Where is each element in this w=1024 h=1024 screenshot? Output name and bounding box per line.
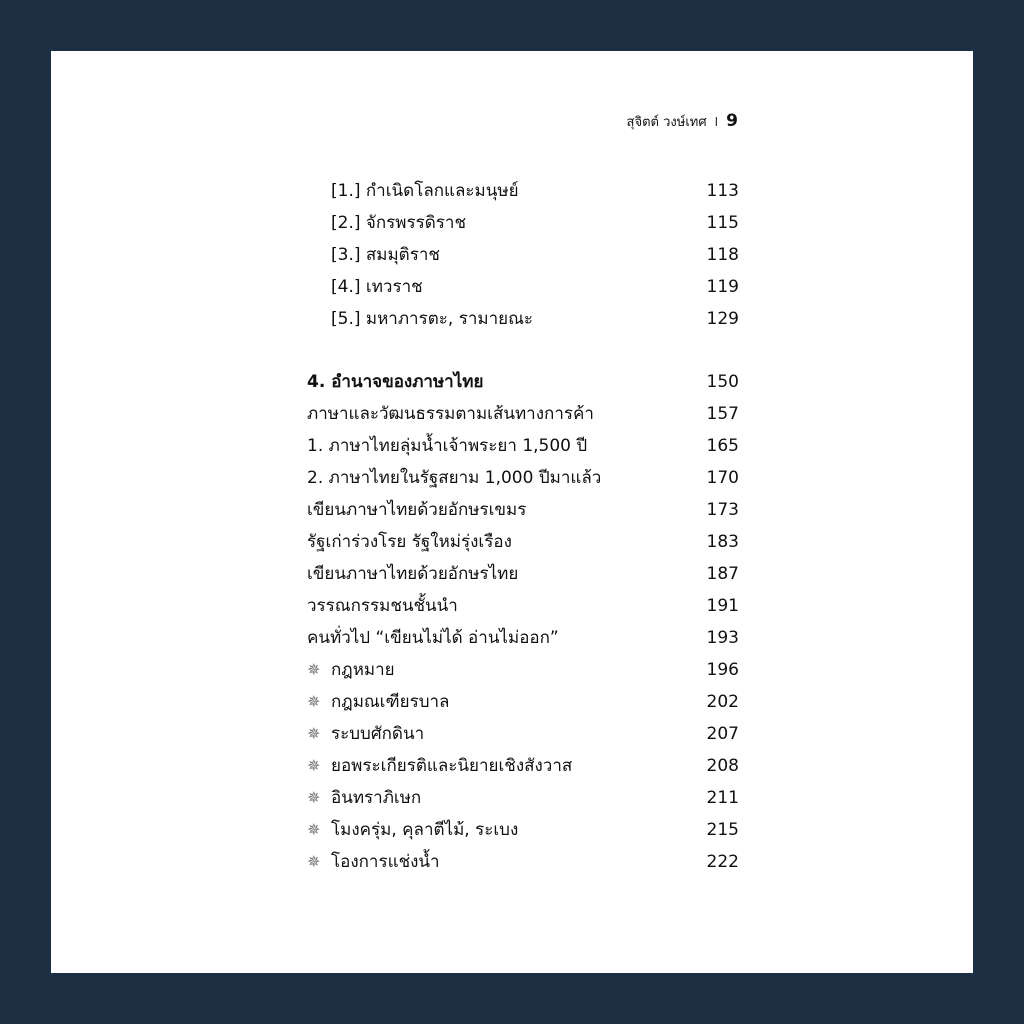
toc-entry-title: โมงครุ่ม, คุลาตีไม้, ระเบง bbox=[331, 820, 519, 840]
toc-entry-title: [2.] จักรพรรดิราช bbox=[331, 213, 466, 233]
ornament-bullet-icon: ✵ bbox=[307, 660, 321, 679]
toc-entry-page: 183 bbox=[706, 532, 739, 552]
toc-entry bbox=[307, 430, 739, 462]
toc-bullet-entry bbox=[307, 782, 739, 814]
toc-entry bbox=[307, 558, 739, 590]
table-of-contents bbox=[307, 175, 739, 878]
toc-entry-page: 207 bbox=[706, 724, 739, 744]
toc-entry-page: 129 bbox=[706, 309, 739, 329]
toc-entry bbox=[307, 462, 739, 494]
toc-entry bbox=[307, 398, 739, 430]
toc-entry bbox=[307, 239, 739, 271]
book-page bbox=[51, 51, 973, 973]
toc-entry bbox=[307, 622, 739, 654]
toc-entry-title: กฎหมาย bbox=[331, 660, 395, 680]
toc-entry-title: 2. ภาษาไทยในรัฐสยาม 1,000 ปีมาแล้ว bbox=[307, 468, 602, 488]
toc-entry-title: [1.] กำเนิดโลกและมนุษย์ bbox=[331, 181, 519, 201]
header-separator: I bbox=[714, 115, 719, 129]
header-author: สุจิตต์ วงษ์เทศ bbox=[626, 115, 707, 130]
toc-bullet-entry bbox=[307, 814, 739, 846]
toc-entry-page: 118 bbox=[706, 245, 739, 265]
toc-entry-page: 208 bbox=[706, 756, 739, 776]
toc-entry-title: รัฐเก่าร่วงโรย รัฐใหม่รุ่งเรือง bbox=[307, 532, 512, 552]
toc-entry-page: 165 bbox=[706, 436, 739, 456]
toc-entry-page: 202 bbox=[706, 692, 739, 712]
toc-entry bbox=[307, 526, 739, 558]
toc-entry-page: 191 bbox=[706, 596, 739, 616]
toc-entry-title: 1. ภาษาไทยลุ่มน้ำเจ้าพระยา 1,500 ปี bbox=[307, 436, 588, 456]
toc-entry-page: 113 bbox=[706, 181, 739, 201]
toc-entry-page: 115 bbox=[706, 213, 739, 233]
running-header bbox=[627, 111, 738, 132]
toc-entry-title: คนทั่วไป “เขียนไม่ได้ อ่านไม่ออก” bbox=[307, 628, 559, 648]
toc-bullet-entry bbox=[307, 654, 739, 686]
toc-entry-page: 173 bbox=[706, 500, 739, 520]
header-page-number: 9 bbox=[726, 111, 738, 131]
toc-entry-page: 119 bbox=[706, 277, 739, 297]
ornament-bullet-icon: ✵ bbox=[307, 820, 321, 839]
toc-entry-title: เขียนภาษาไทยด้วยอักษรเขมร bbox=[307, 500, 527, 520]
toc-entry-title: โองการแช่งน้ำ bbox=[331, 852, 440, 872]
ornament-bullet-icon: ✵ bbox=[307, 788, 321, 807]
ornament-bullet-icon: ✵ bbox=[307, 724, 321, 743]
toc-entry-title: ยอพระเกียรติและนิยายเชิงสังวาส bbox=[331, 756, 573, 776]
toc-entry-title: [5.] มหาภารตะ, รามายณะ bbox=[331, 309, 533, 329]
toc-entry bbox=[307, 590, 739, 622]
ornament-bullet-icon: ✵ bbox=[307, 756, 321, 775]
section-gap bbox=[307, 335, 739, 366]
toc-entry-title: อินทราภิเษก bbox=[331, 788, 422, 808]
toc-entry-page: 211 bbox=[706, 788, 739, 808]
toc-entry-title: [4.] เทวราช bbox=[331, 277, 423, 297]
toc-bullet-entry bbox=[307, 750, 739, 782]
toc-entry-page: 196 bbox=[706, 660, 739, 680]
toc-entry bbox=[307, 271, 739, 303]
toc-entry-title: เขียนภาษาไทยด้วยอักษรไทย bbox=[307, 564, 519, 584]
toc-entry-page: 215 bbox=[706, 820, 739, 840]
toc-entry-title: [3.] สมมุติราช bbox=[331, 245, 440, 265]
toc-bullet-entry bbox=[307, 718, 739, 750]
toc-chapter-heading bbox=[307, 366, 739, 398]
toc-entry-title: ภาษาและวัฒนธรรมตามเส้นทางการค้า bbox=[307, 404, 594, 424]
toc-entry-page: 157 bbox=[706, 404, 739, 424]
toc-entry-page: 193 bbox=[706, 628, 739, 648]
toc-entry-title: 4. อำนาจของภาษาไทย bbox=[307, 372, 484, 392]
toc-entry bbox=[307, 175, 739, 207]
toc-bullet-entry bbox=[307, 846, 739, 878]
toc-entry-title: วรรณกรรมชนชั้นนำ bbox=[307, 596, 458, 616]
toc-entry-title: กฎมณเฑียรบาล bbox=[331, 692, 450, 712]
toc-entry bbox=[307, 494, 739, 526]
toc-entry-page: 222 bbox=[706, 852, 739, 872]
ornament-bullet-icon: ✵ bbox=[307, 692, 321, 711]
toc-entry-page: 150 bbox=[706, 372, 739, 392]
toc-entry-page: 170 bbox=[706, 468, 739, 488]
toc-bullet-entry bbox=[307, 686, 739, 718]
toc-entry-title: ระบบศักดินา bbox=[331, 724, 425, 744]
toc-entry bbox=[307, 303, 739, 335]
ornament-bullet-icon: ✵ bbox=[307, 852, 321, 871]
toc-entry bbox=[307, 207, 739, 239]
toc-entry-page: 187 bbox=[706, 564, 739, 584]
